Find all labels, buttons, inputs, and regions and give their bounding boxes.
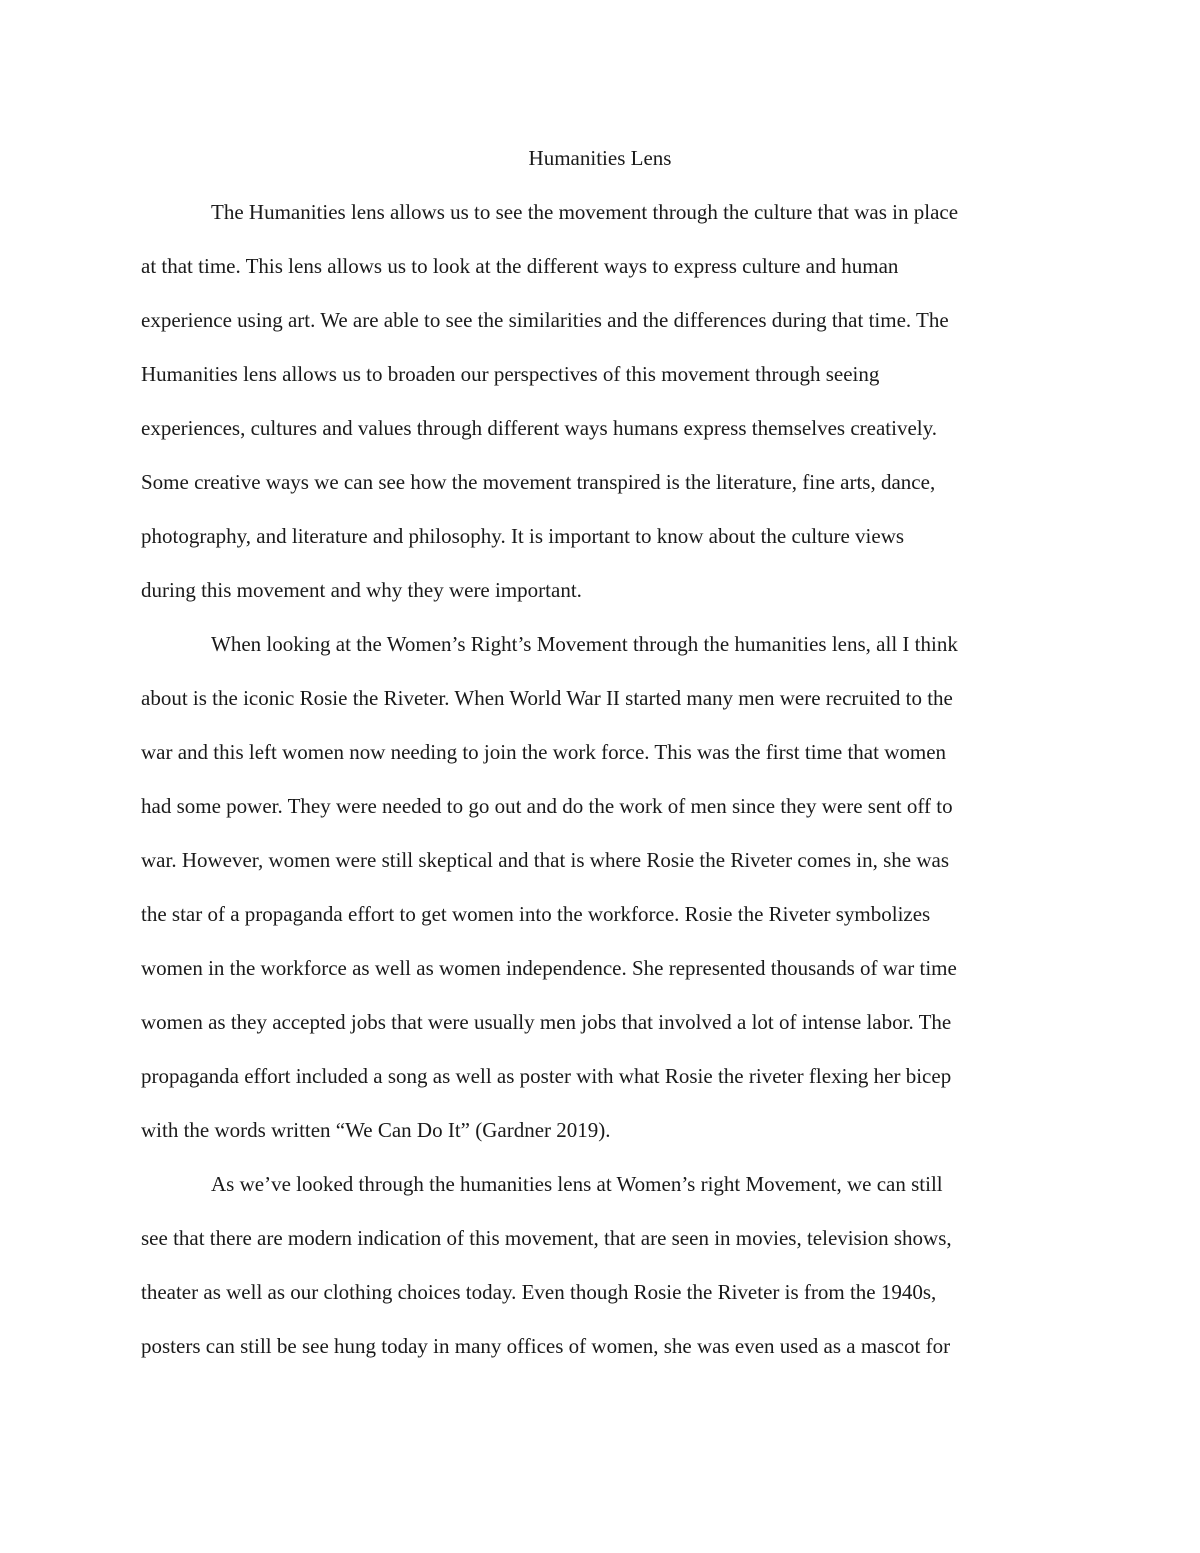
paragraph-1-line-6: Some creative ways we can see how the movement transpired is the literature, fine arts, dance, xyxy=(141,470,936,494)
paragraph-3-line-1: As we’ve looked through the humanities lens at Women’s right Movement, we can still xyxy=(211,1172,943,1196)
paragraph-2-line-2: about is the iconic Rosie the Riveter. When World War II started many men were recruited to the xyxy=(141,686,953,710)
paragraph-1-line-4: Humanities lens allows us to broaden our perspectives of this movement through seeing xyxy=(141,362,880,386)
paragraph-2-line-3: war and this left women now needing to join the work force. This was the first time that women xyxy=(141,740,947,764)
paragraph-2-line-5: war. However, women were still skeptical and that is where Rosie the Riveter comes in, she was xyxy=(141,848,950,872)
paragraph-2-line-9: propaganda effort included a song as well as poster with what Rosie the riveter flexing her bicep xyxy=(141,1064,952,1088)
paragraph-3-line-2: see that there are modern indication of this movement, that are seen in movies, television shows, xyxy=(141,1226,952,1250)
paragraph-1-line-3: experience using art. We are able to see the similarities and the differences during that time. The xyxy=(141,308,949,332)
paragraph-1-line-7: photography, and literature and philosophy. It is important to know about the culture views xyxy=(141,524,905,548)
paragraph-2-line-4: had some power. They were needed to go out and do the work of men since they were sent off to xyxy=(141,794,953,818)
paragraph-1-line-5: experiences, cultures and values through different ways humans express themselves creatively. xyxy=(141,416,937,440)
paragraph-3-line-4: posters can still be see hung today in many offices of women, she was even used as a mascot for xyxy=(141,1334,951,1358)
paragraph-2-line-10: with the words written “We Can Do It” (Gardner 2019). xyxy=(141,1118,611,1142)
page-title: Humanities Lens xyxy=(528,146,672,170)
paragraph-2-line-6: the star of a propaganda effort to get women into the workforce. Rosie the Riveter symbolizes xyxy=(141,902,931,926)
paragraph-1-line-2: at that time. This lens allows us to look at the different ways to express culture and human xyxy=(141,254,899,278)
paragraph-3-line-3: theater as well as our clothing choices today. Even though Rosie the Riveter is from the 1940s, xyxy=(141,1280,937,1304)
paragraph-2-line-1: When looking at the Women’s Right’s Movement through the humanities lens, all I think xyxy=(211,632,958,656)
paragraph-1-line-8: during this movement and why they were important. xyxy=(141,578,582,602)
paragraph-2-line-8: women as they accepted jobs that were usually men jobs that involved a lot of intense labor. The xyxy=(141,1010,952,1034)
paragraph-1-line-1: The Humanities lens allows us to see the movement through the culture that was in place xyxy=(211,200,959,224)
paragraph-2-line-7: women in the workforce as well as women independence. She represented thousands of war time xyxy=(141,956,957,980)
